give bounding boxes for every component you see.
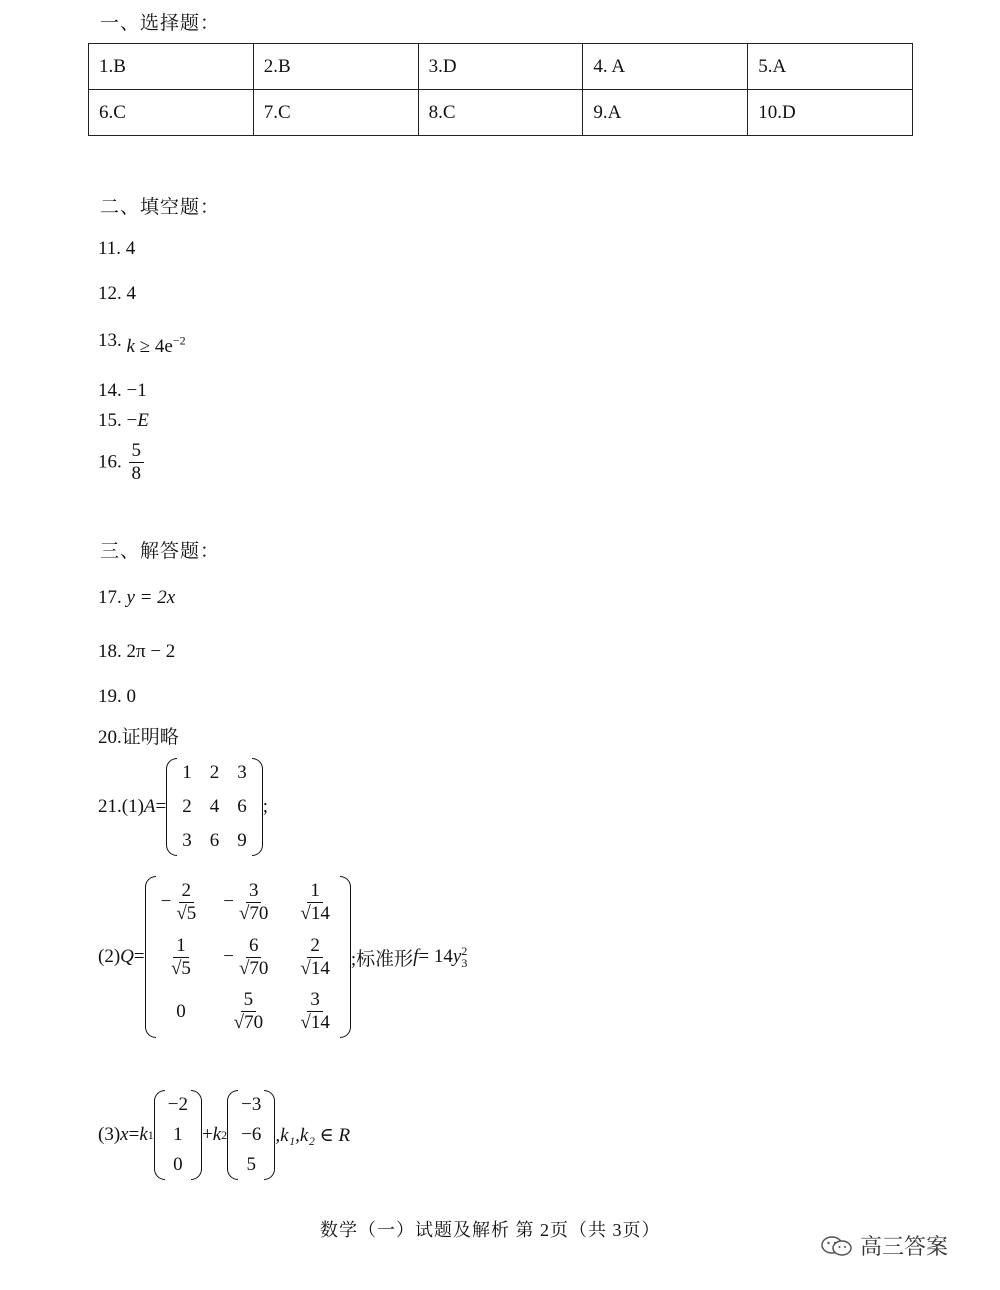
matrix-cell: 3 — [237, 762, 247, 783]
matrix-cell — [295, 935, 334, 980]
matrix-cell: 2 — [182, 796, 192, 817]
matrix-cell: 1 — [182, 762, 192, 783]
radicand: 14 — [310, 957, 330, 979]
answer-21-1-label: 21.(1) — [98, 796, 144, 817]
answer-13-exp: −2 — [172, 333, 186, 348]
answer-13-rel: ≥ 4e — [134, 336, 173, 357]
fraction-numerator: 6 — [246, 935, 262, 958]
matrix-cell — [295, 880, 334, 925]
answer-12: 12. 4 — [98, 283, 136, 304]
matrix-cell: 6 — [209, 830, 220, 851]
matrix-cell — [295, 989, 334, 1034]
table-cell: 10.D — [748, 90, 913, 136]
answer-18: 18. 2π − 2 — [98, 641, 176, 662]
answer-21-2-script — [461, 945, 467, 969]
radicand: 70 — [249, 902, 269, 924]
fraction-denominator — [236, 903, 271, 925]
vector-cell: −6 — [241, 1124, 262, 1145]
fraction-numerator: 5 — [129, 440, 145, 463]
fraction-denominator: 8 — [131, 462, 141, 484]
matrix-cell — [176, 1001, 186, 1023]
answer-16-label: 16. — [98, 451, 122, 473]
table-cell: 8.C — [418, 90, 583, 136]
answer-21-2-var: Q — [120, 946, 134, 968]
answer-19: 19. 0 — [98, 686, 136, 707]
table-row — [89, 44, 913, 90]
vector-cell: 1 — [173, 1124, 183, 1145]
sqrt-sign: √ — [233, 1012, 245, 1034]
vector-2 — [227, 1090, 275, 1180]
answer-17-label: 17. — [98, 587, 127, 608]
vector-cell: 5 — [246, 1154, 256, 1175]
sqrt-sign: √ — [170, 957, 182, 979]
matrix-a — [166, 758, 263, 856]
answer-15 — [98, 410, 149, 432]
fraction-numerator: 1 — [173, 935, 189, 958]
fraction-denominator — [236, 958, 271, 980]
table-cell: 6.C — [89, 90, 254, 136]
answer-20: 20.证明略 — [98, 727, 179, 748]
sqrt-sign: √ — [300, 1012, 311, 1034]
table-cell: 2.B — [253, 44, 418, 90]
matrix-cell: 3 — [182, 830, 192, 851]
answer-13-label: 13. — [98, 330, 122, 351]
fraction-numerator: 5 — [241, 989, 257, 1012]
matrix-cell: 9 — [237, 830, 247, 851]
fraction-numerator: 3 — [246, 880, 262, 903]
sqrt-sign: √ — [300, 957, 311, 979]
fraction-numerator: 2 — [307, 935, 323, 958]
choice-answer-table — [88, 43, 913, 136]
fraction — [231, 989, 266, 1034]
table-cell: 9.A — [583, 90, 748, 136]
radicand: 5 — [181, 957, 191, 979]
matrix-cell — [229, 989, 268, 1034]
table-cell: 5.A — [748, 44, 913, 90]
matrix-cell — [223, 935, 273, 980]
table-cell: 7.C — [253, 90, 418, 136]
vector-cell: 0 — [173, 1154, 183, 1175]
answer-15-label: 15. − — [98, 410, 138, 431]
radicand: 5 — [186, 902, 197, 924]
answer-21-3-k1: k — [139, 1124, 148, 1145]
answer-17 — [98, 587, 175, 609]
matrix-cell: 2 — [209, 762, 220, 783]
answer-21-3-tail: ,k₁,k₂ ∈ R — [275, 1124, 351, 1146]
answer-14: 14. −1 — [98, 380, 147, 401]
answer-21-2-f: f — [413, 946, 419, 968]
section-fill-title: 二、填空题： — [100, 197, 221, 218]
fraction-numerator: 1 — [307, 880, 323, 903]
table-cell: 4. A — [583, 44, 748, 90]
fraction-denominator — [297, 903, 332, 925]
answer-16 — [98, 440, 146, 485]
sqrt-sign: √ — [238, 902, 250, 924]
radicand: 14 — [310, 1012, 330, 1034]
minus-sign: − — [223, 946, 234, 968]
answer-21-2-after: ;标准形 — [350, 948, 414, 970]
answer-21-1-end: ; — [262, 796, 269, 817]
fraction — [297, 880, 332, 925]
answer-21-1 — [98, 758, 268, 856]
answer-21-3-eq: = — [128, 1124, 140, 1145]
answer-13 — [98, 330, 186, 358]
answer-21-2-feq: = 14 — [418, 946, 453, 968]
answer-21-3-k2-sub: 2 — [221, 1127, 228, 1142]
table-cell: 3.D — [418, 44, 583, 90]
sqrt-sign: √ — [176, 902, 187, 924]
matrix-cell: 4 — [209, 796, 220, 817]
answer-17-expr: y = 2x — [126, 587, 176, 608]
matrix-q — [145, 876, 351, 1038]
fraction — [297, 935, 332, 980]
matrix-cell: 6 — [237, 796, 247, 817]
fraction-numerator: 2 — [179, 880, 195, 903]
fraction — [297, 989, 332, 1034]
minus-sign: − — [160, 891, 172, 913]
minus-sign: − — [223, 891, 234, 913]
answer-21-2 — [98, 876, 467, 1038]
answer-21-3-label: (3) — [98, 1124, 121, 1145]
sqrt-sign: √ — [238, 957, 250, 979]
fraction — [173, 880, 199, 925]
answer-21-3-k2: k — [212, 1124, 222, 1145]
subscript: 3 — [461, 956, 468, 971]
fraction — [168, 935, 194, 980]
answer-21-2-eq: = — [133, 946, 145, 968]
fraction-denominator — [231, 1012, 266, 1034]
fraction-denominator — [173, 903, 199, 925]
matrix-cell — [161, 880, 202, 925]
answer-16-fraction — [129, 440, 145, 485]
brand-text: 高三答案 — [860, 1235, 949, 1260]
fraction-denominator — [168, 958, 194, 980]
fraction-numerator: 3 — [307, 989, 323, 1012]
wechat-icon — [820, 1235, 854, 1257]
vector-1 — [154, 1090, 202, 1180]
vector-cell: −2 — [167, 1094, 188, 1115]
answer-21-3-x: x — [120, 1124, 129, 1145]
superscript: 2 — [461, 944, 468, 959]
answer-21-1-eq: = — [155, 796, 167, 817]
fraction-denominator — [297, 1012, 332, 1034]
section-choice-title: 一、选择题： — [100, 13, 221, 34]
sqrt-sign: √ — [300, 902, 311, 924]
answer-21-3-plus: + — [201, 1124, 213, 1145]
radicand: 14 — [310, 902, 330, 924]
answer-21-2-y: y — [452, 946, 462, 968]
brand-watermark — [820, 1230, 948, 1261]
vector-cell: −3 — [241, 1094, 262, 1115]
answer-21-3-k1-sub: 1 — [147, 1127, 154, 1142]
matrix-cell — [166, 935, 196, 980]
table-row — [89, 90, 913, 136]
table-cell: 1.B — [89, 44, 254, 90]
matrix-cell-value: 0 — [176, 1000, 186, 1022]
radicand: 70 — [249, 957, 269, 979]
section-answer-title: 三、解答题： — [100, 541, 221, 562]
fraction — [236, 880, 271, 925]
page-footer: 数学（一）试题及解析 第 2页（共 3页） — [320, 1220, 661, 1240]
answer-21-1-var: A — [143, 796, 156, 817]
fraction — [236, 935, 271, 980]
radicand: 70 — [244, 1012, 264, 1034]
answer-11: 11. 4 — [98, 238, 136, 259]
answer-21-2-label: (2) — [98, 946, 121, 968]
matrix-cell — [223, 880, 273, 925]
answer-15-var: E — [137, 410, 149, 431]
answer-21-3 — [98, 1090, 350, 1180]
answer-13-var: k — [126, 336, 135, 357]
fraction-denominator — [297, 958, 332, 980]
